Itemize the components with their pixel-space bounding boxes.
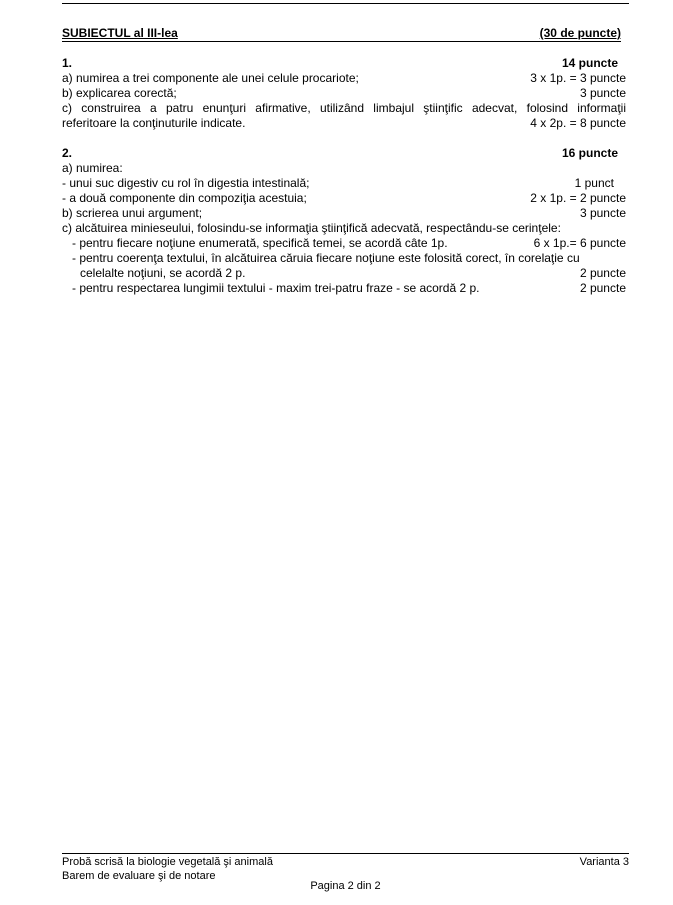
page-number: Pagina 2 din 2 [310, 880, 381, 892]
q1-total: 14 puncte [561, 56, 618, 70]
q2-a1-text: - unui suc digestiv cu rol în digestia intestinală; [62, 176, 310, 190]
footer-exam-title: Probă scrisă la biologie vegetală şi animală [62, 856, 273, 868]
q2-a1-points: 1 punct [574, 176, 614, 190]
document-page [62, 0, 629, 905]
q1-c-points: 4 x 2p. = 8 puncte [530, 116, 626, 130]
section-title: SUBIECTUL al III-lea [62, 26, 178, 40]
q2-c2-points: 2 puncte [579, 266, 626, 280]
q1-b-text: b) explicarea corectă; [62, 86, 177, 100]
top-rule [62, 3, 629, 4]
q1-a-text: a) numirea a trei componente ale unei celule procariote; [62, 71, 359, 85]
q2-c1-text: - pentru fiecare noţiune enumerată, specifică temei, se acordă câte 1p. [72, 236, 448, 250]
q1-b-points: 3 puncte [579, 86, 626, 100]
q2-c3-points: 2 puncte [579, 281, 626, 295]
footer-variant: Varianta 3 [579, 856, 629, 868]
question-2 [62, 146, 626, 296]
q2-c2-text-line1: - pentru coerenţa textului, în alcătuirea căruia fiecare noţiune este folosită corect, în corelaţie cu [72, 251, 580, 265]
question-1 [62, 56, 626, 131]
section-points: (30 de puncte) [539, 26, 621, 40]
q1-c-text-line2: referitoare la conţinuturile indicate. [62, 116, 246, 130]
footer-rule [62, 853, 629, 854]
q2-b-text: b) scrierea unui argument; [62, 206, 203, 220]
q1-c-text-line1: c) construirea a patru enunţuri afirmative, utilizând limbajul ştiinţific adecvat, folosind informaţii [62, 101, 626, 115]
q2-c3-text: - pentru respectarea lungimii textului - maxim trei-patru fraze - se acordă 2 p. [72, 281, 480, 295]
q1-a-points: 3 x 1p. = 3 puncte [530, 71, 626, 85]
q2-a2-points: 2 x 1p. = 2 puncte [530, 191, 626, 205]
q2-c1-points: 6 x 1p.= 6 puncte [533, 236, 626, 250]
q2-number: 2. [62, 146, 73, 160]
q1-number: 1. [62, 56, 73, 70]
q2-a-label: a) numirea: [62, 161, 123, 175]
section-header [62, 26, 621, 42]
q2-c2-text-line2: celelalte noţiuni, se acordă 2 p. [80, 266, 246, 280]
q2-b-points: 3 puncte [579, 206, 626, 220]
q2-total: 16 puncte [561, 146, 618, 160]
q2-c-text: c) alcătuirea minieseului, folosindu-se informaţia ştiinţifică adecvată, respectându-se cerinţele: [62, 221, 561, 235]
q2-a2-text: - a două componente din compoziţia acestuia; [62, 191, 307, 205]
footer-barem: Barem de evaluare şi de notare [62, 870, 216, 882]
